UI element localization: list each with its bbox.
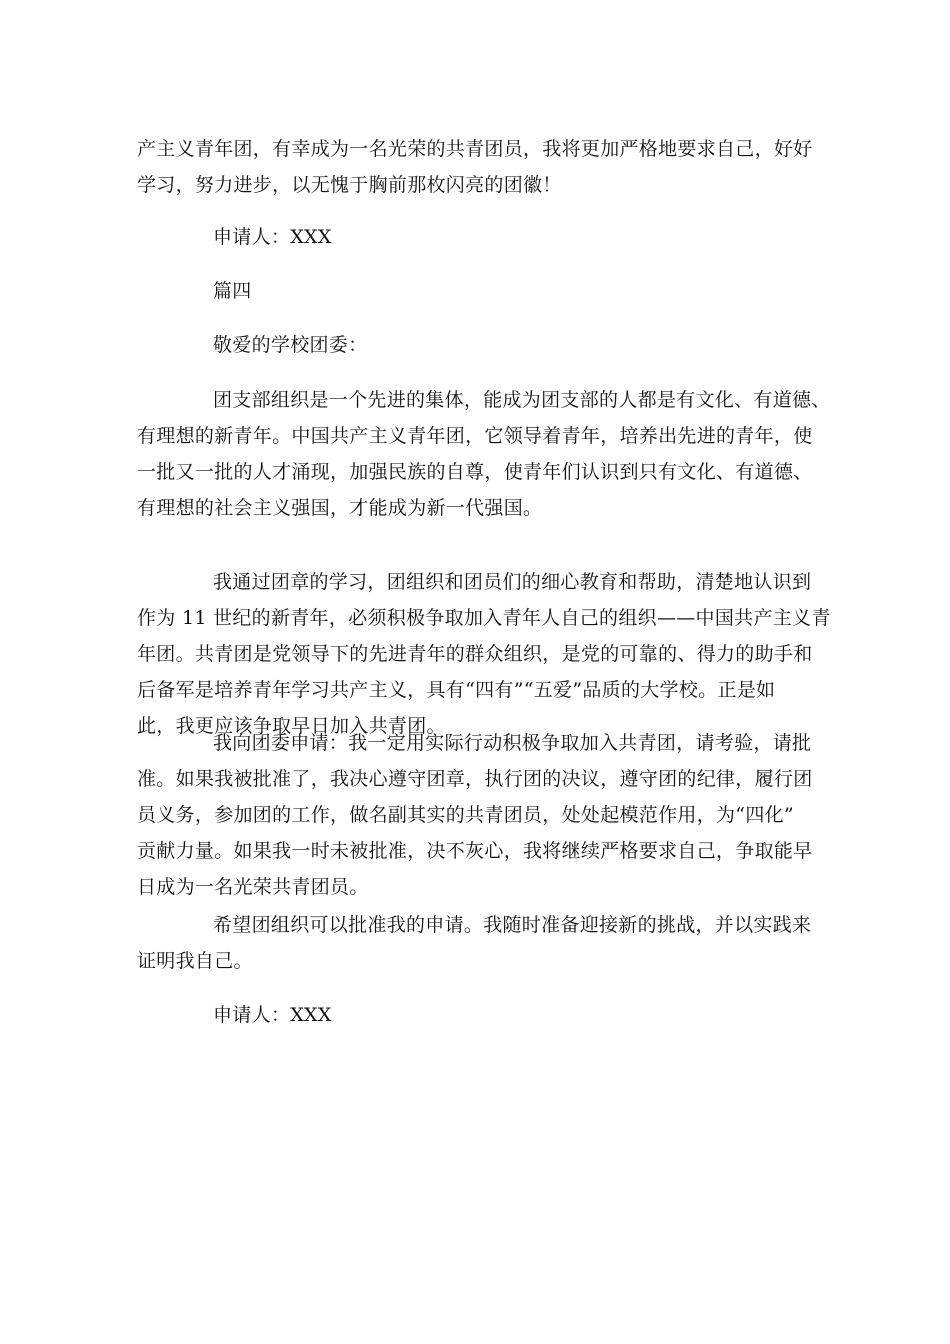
signature-line bbox=[137, 219, 889, 255]
paragraph-line: 作为 11 世纪的新青年，必须积极争取加入青年人自己的组织——中国共产主义青 bbox=[137, 607, 831, 629]
paragraph-line: 日成为一名光荣共青团员。 bbox=[137, 876, 369, 898]
paragraph-line: 团支部组织是一个先进的集体，能成为团支部的人都是有文化、有道德、 bbox=[213, 389, 831, 411]
signature-text: 申请人：XXX bbox=[213, 226, 332, 248]
body-paragraph-3 bbox=[137, 725, 813, 905]
signature-text: 申请人：XXX bbox=[213, 1004, 332, 1026]
body-paragraph-1 bbox=[137, 382, 831, 526]
paragraph-line: 年团。共青团是党领导下的先进青年的群众组织，是党的可靠的、得力的助手和 bbox=[137, 643, 813, 665]
section-heading bbox=[137, 273, 889, 309]
signature-line bbox=[137, 997, 889, 1033]
intro-paragraph bbox=[137, 131, 813, 203]
paragraph-line: 贡献力量。如果我一时未被批准，决不灰心，我将继续严格要求自己，争取能早 bbox=[137, 840, 813, 862]
paragraph-line: 后备军是培养青年学习共产主义，具有“四有”“五爱”品质的大学校。正是如 bbox=[137, 679, 776, 701]
paragraph-line: 有理想的新青年。中国共产主义青年团，它领导着青年，培养出先进的青年，使 bbox=[137, 425, 813, 447]
salutation bbox=[137, 327, 889, 363]
paragraph-line: 证明我自己。 bbox=[137, 950, 253, 972]
paragraph-line: 准。如果我被批准了，我决心遵守团章，执行团的决议，遵守团的纪律，履行团 bbox=[137, 768, 813, 790]
paragraph-line: 一批又一批的人才涌现，加强民族的自尊，使青年们认识到只有文化、有道德、 bbox=[137, 461, 813, 483]
paragraph-line: 我通过团章的学习，团组织和团员们的细心教育和帮助，清楚地认识到 bbox=[213, 571, 812, 593]
body-paragraph-2 bbox=[137, 564, 831, 744]
paragraph-line: 希望团组织可以批准我的申请。我随时准备迎接新的挑战，并以实践来 bbox=[213, 914, 812, 936]
section-heading-text: 篇四 bbox=[213, 280, 252, 302]
paragraph-line: 学习，努力进步，以无愧于胸前那枚闪亮的团徽！ bbox=[137, 174, 562, 196]
body-paragraph-4 bbox=[137, 907, 813, 979]
paragraph-line: 产主义青年团，有幸成为一名光荣的共青团员，我将更加严格地要求自己，好好 bbox=[137, 138, 813, 160]
salutation-text: 敬爱的学校团委： bbox=[213, 334, 368, 356]
paragraph-line: 此，我更应该争取早日加入共青团。 bbox=[137, 715, 446, 737]
paragraph-line: 员义务，参加团的工作，做名副其实的共青团员，处处起模范作用，为“四化” bbox=[137, 804, 794, 826]
paragraph-line: 有理想的社会主义强国，才能成为新一代强国。 bbox=[137, 497, 543, 519]
paragraph-line: 我向团委申请：我一定用实际行动积极争取加入共青团，请考验，请批 bbox=[213, 732, 812, 754]
